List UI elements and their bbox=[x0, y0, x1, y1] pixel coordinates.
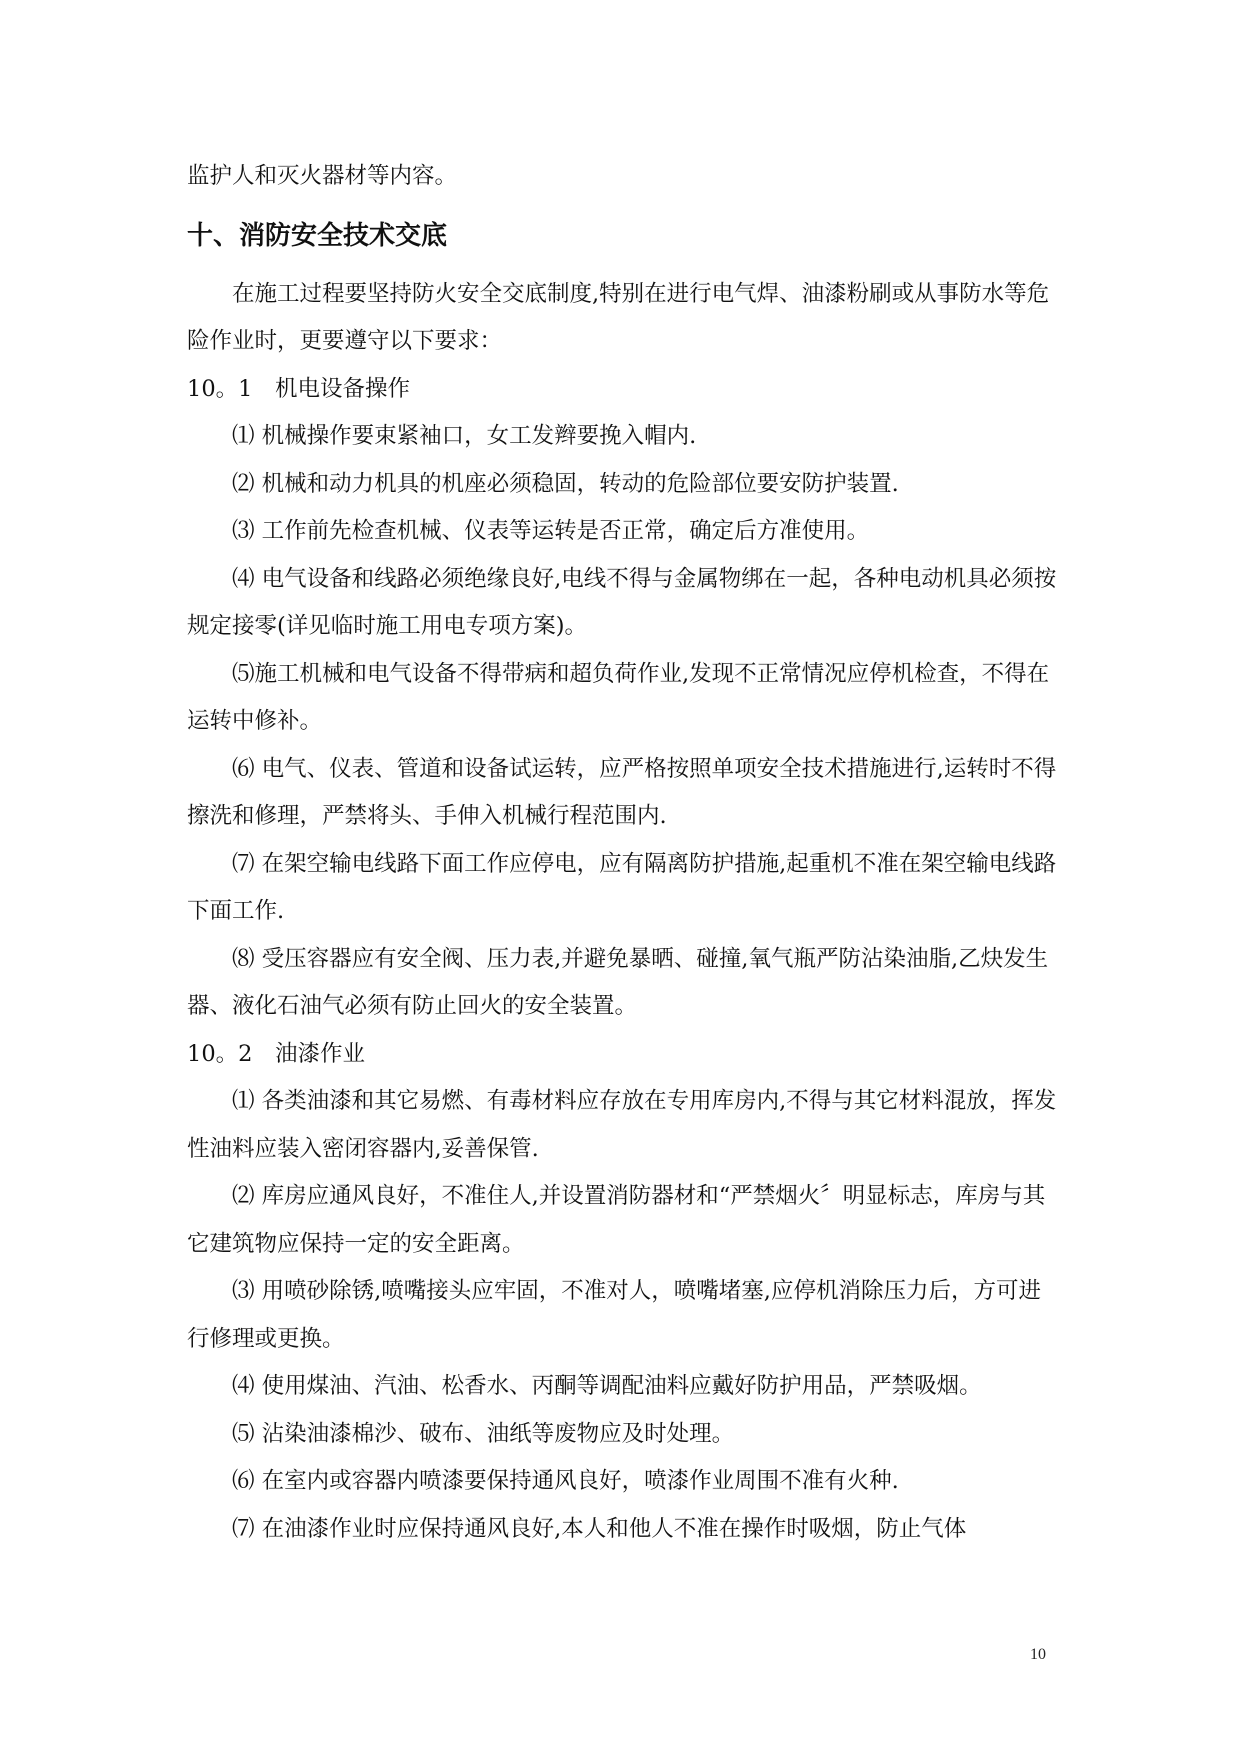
list-item: ⑺ 在架空输电线路下面工作应停电，应有隔离防护措施,起重机不准在架空输电线路下面工作. bbox=[187, 850, 1057, 924]
page-content bbox=[187, 153, 1057, 1553]
list-item: ⑸施工机械和电气设备不得带病和超负荷作业,发现不正常情况应停机检查，不得在运转中修补。 bbox=[187, 660, 1050, 734]
intro-paragraph: 在施工过程要坚持防火安全交底制度,特别在进行电气焊、油漆粉刷或从事防水等危险作业时，更要遵守以下要求： bbox=[187, 280, 1050, 354]
opening-line: 监护人和灭火器材等内容。 bbox=[187, 163, 458, 189]
list-item: ⑷ 使用煤油、汽油、松香水、丙酮等调配油料应戴好防护用品，严禁吸烟。 bbox=[232, 1373, 982, 1399]
list-item: ⑵ 库房应通风良好，不准住人,并设置消防器材和“严禁烟火〞明显标志，库房与其它建筑物应保持一定的安全距离。 bbox=[187, 1183, 1046, 1257]
list-item: ⑴ 机械操作要束紧袖口，女工发辫要挽入帽内. bbox=[232, 423, 697, 449]
subsection-title-2: 10。2 油漆作业 bbox=[187, 1040, 365, 1067]
list-item: ⑸ 沾染油漆棉沙、破布、油纸等废物应及时处理。 bbox=[232, 1420, 735, 1447]
list-item: ⑹ 电气、仪表、管道和设备试运转，应严格按照单项安全技术措施进行,运转时不得擦洗和修理，严禁将头、手伸入机械行程范围内. bbox=[187, 755, 1057, 829]
list-item: ⑻ 受压容器应有安全阀、压力表,并避免暴晒、碰撞,氧气瓶严防沾染油脂,乙炔发生器、液化石油气必须有防止回火的安全装置。 bbox=[187, 945, 1049, 1019]
subsection-title-1: 10。1 机电设备操作 bbox=[187, 375, 410, 402]
list-item: ⑺ 在油漆作业时应保持通风良好,本人和他人不准在操作时吸烟，防止气体 bbox=[232, 1515, 967, 1542]
section-heading: 十、消防安全技术交底 bbox=[187, 220, 448, 251]
list-item: ⑹ 在室内或容器内喷漆要保持通风良好，喷漆作业周围不准有火种. bbox=[232, 1468, 899, 1494]
list-item: ⑷ 电气设备和线路必须绝缘良好,电线不得与金属物绑在一起，各种电动机具必须按规定接零(详见临时施工用电专项方案)。 bbox=[187, 565, 1057, 639]
list-item: ⑵ 机械和动力机具的机座必须稳固，转动的危险部位要安防护装置. bbox=[232, 470, 899, 497]
list-item: ⑶ 用喷砂除锈,喷嘴接头应牢固，不准对人，喷嘴堵塞,应停机消除压力后，方可进行修理或更换。 bbox=[187, 1278, 1041, 1352]
page-number: 10 bbox=[1030, 1646, 1046, 1663]
list-item: ⑶ 工作前先检查机械、仪表等运转是否正常，确定后方准使用。 bbox=[232, 518, 870, 544]
list-item: ⑴ 各类油漆和其它易燃、有毒材料应存放在专用库房内,不得与其它材料混放，挥发性油料应装入密闭容器内,妥善保管. bbox=[187, 1088, 1057, 1162]
